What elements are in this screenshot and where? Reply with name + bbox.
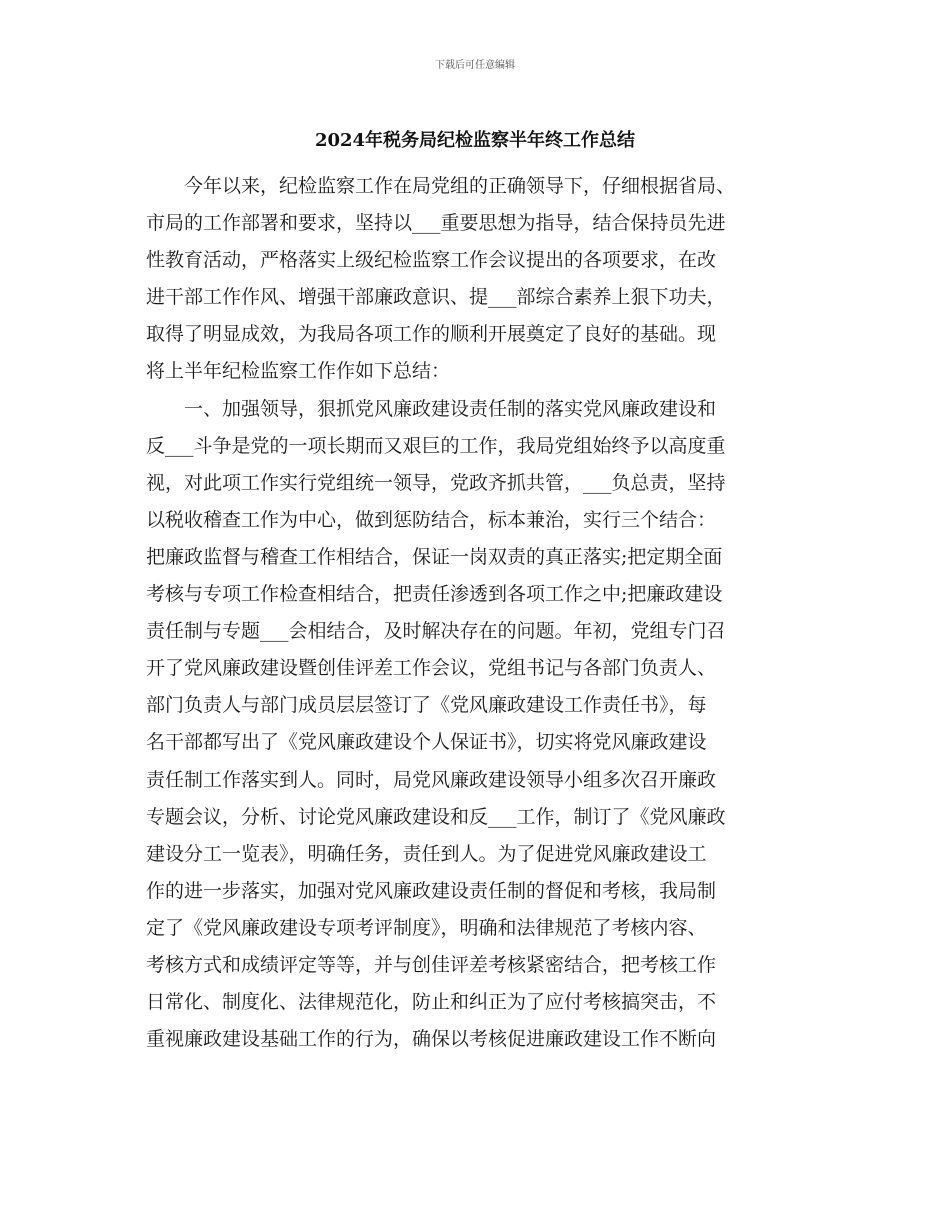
body-line: 反___斗争是党的一项长期而又艰巨的工作，我局党组始终予以高度重 — [146, 434, 726, 457]
body-line: 考核与专项工作检查相结合，把责任渗透到各项工作之中;把廉政建设 — [146, 583, 723, 606]
body-line: 一、加强领导，狠抓党风廉政建设责任制的落实党风廉政建设和 — [146, 397, 717, 420]
body-line: 名干部都写出了《党风廉政建设个人保证书》，切实将党风廉政建设 — [146, 731, 707, 754]
body-line: 进干部工作作风、增强干部廉政意识、提___部综合素养上狠下功夫， — [146, 286, 726, 309]
body-line: 责任制与专题___会相结合，及时解决存在的问题。年初，党组专门召 — [146, 620, 726, 643]
body-line: 专题会议，分析、讨论党风廉政建设和反___工作，制订了《党风廉政 — [146, 805, 726, 828]
body-line: 重视廉政建设基础工作的行为，确保以考核促进廉政建设工作不断向 — [146, 1028, 717, 1051]
body-line: 视，对此项工作实行党组统一领导，党政齐抓共管，___负总责，坚持 — [146, 471, 726, 494]
body-line: 将上半年纪检监察工作作如下总结： — [146, 360, 451, 383]
body-line: 以税收稽查工作为中心，做到惩防结合，标本兼治，实行三个结合： — [146, 508, 717, 531]
body-line: 把廉政监督与稽查工作相结合，保证一岗双责的真正落实;把定期全面 — [146, 545, 723, 568]
body-line: 部门负责人与部门成员层层签订了《党风廉政建设工作责任书》，每 — [146, 694, 707, 717]
body-line: 开了党风廉政建设暨创佳评差工作会议，党组书记与各部门负责人、 — [146, 657, 717, 680]
body-line: 日常化、制度化、法律规范化，防止和纠正为了应付考核搞突击，不 — [146, 991, 717, 1014]
body-line: 市局的工作部署和要求，坚持以___重要思想为指导，结合保持员先进 — [146, 212, 726, 235]
body-line: 考核方式和成绩评定等等，并与创佳评差考核紧密结合，把考核工作 — [146, 953, 717, 976]
header-note: 下载后可任意编辑 — [435, 60, 515, 71]
document-body — [146, 168, 814, 1058]
body-line: 性教育活动，严格落实上级纪检监察工作会议提出的各项要求，在改 — [146, 249, 717, 272]
body-line: 取得了明显成效，为我局各项工作的顺利开展奠定了良好的基础。现 — [146, 323, 717, 346]
body-line: 今年以来，纪检监察工作在局党组的正确领导下，仔细根据省局、 — [146, 175, 736, 197]
body-line: 作的进一步落实，加强对党风廉政建设责任制的督促和考核，我局制 — [146, 879, 717, 902]
document-title: 2024年税务局纪检监察半年终工作总结 — [314, 130, 636, 151]
body-line: 建设分工一览表》，明确任务，责任到人。为了促进党风廉政建设工 — [146, 842, 707, 865]
body-line: 定了《党风廉政建设专项考评制度》，明确和法律规范了考核内容、 — [146, 916, 707, 939]
body-line: 责任制工作落实到人。同时，局党风廉政建设领导小组多次召开廉政 — [146, 768, 717, 791]
